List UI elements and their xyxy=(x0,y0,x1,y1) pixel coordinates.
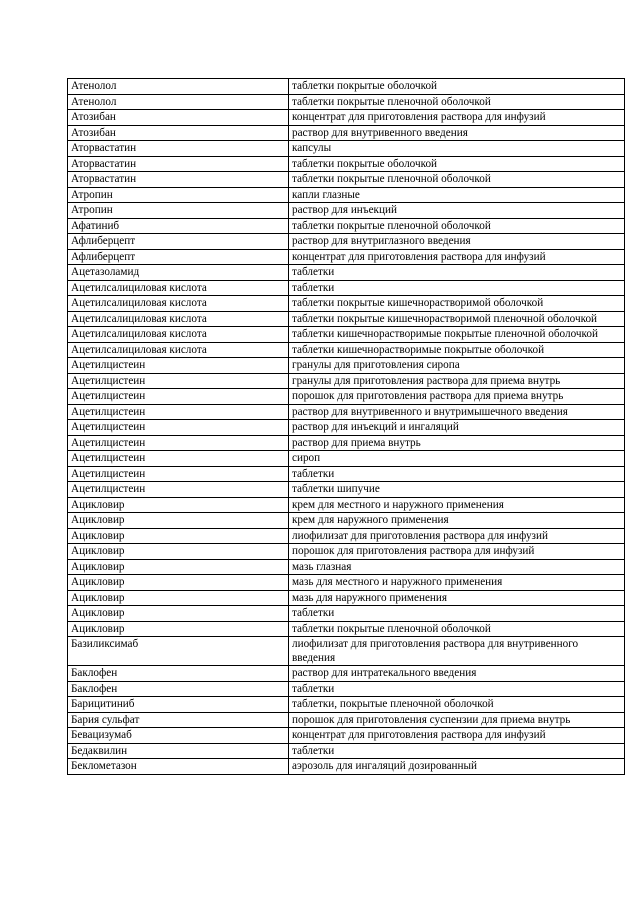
table-row xyxy=(68,404,625,420)
dosage-form-cell: капсулы xyxy=(289,141,625,157)
dosage-form-cell: концентрат для приготовления раствора для инфузий xyxy=(289,728,625,744)
drug-name-cell: Базиликсимаб xyxy=(68,637,289,666)
drug-name-cell: Атропин xyxy=(68,203,289,219)
drug-name-cell: Бевацизумаб xyxy=(68,728,289,744)
dosage-form-cell: раствор для инъекций xyxy=(289,203,625,219)
drug-name-cell: Ацетилсалициловая кислота xyxy=(68,327,289,343)
table-row xyxy=(68,590,625,606)
dosage-form-cell: крем для наружного применения xyxy=(289,513,625,529)
drug-name-cell: Атенолол xyxy=(68,94,289,110)
dosage-form-cell: таблетки покрытые кишечнорастворимой пленочной оболочкой xyxy=(289,311,625,327)
table-row xyxy=(68,203,625,219)
drug-name-cell: Ацетилцистеин xyxy=(68,373,289,389)
table-row xyxy=(68,666,625,682)
drug-name-cell: Атропин xyxy=(68,187,289,203)
drug-name-cell: Атозибан xyxy=(68,110,289,126)
table-row xyxy=(68,743,625,759)
table-row xyxy=(68,528,625,544)
table-row xyxy=(68,94,625,110)
table-row xyxy=(68,451,625,467)
table-row xyxy=(68,466,625,482)
dosage-form-cell: аэрозоль для ингаляций дозированный xyxy=(289,759,625,775)
drug-name-cell: Ацикловир xyxy=(68,575,289,591)
drug-name-cell: Ацикловир xyxy=(68,606,289,622)
drug-name-cell: Ацетазоламид xyxy=(68,265,289,281)
table-row xyxy=(68,544,625,560)
dosage-form-cell: концентрат для приготовления раствора для инфузий xyxy=(289,110,625,126)
table-row xyxy=(68,358,625,374)
drug-name-cell: Бария сульфат xyxy=(68,712,289,728)
table-row xyxy=(68,621,625,637)
drug-name-cell: Барицитиниб xyxy=(68,697,289,713)
drug-name-cell: Афлиберцепт xyxy=(68,234,289,250)
dosage-form-cell: гранулы для приготовления раствора для приема внутрь xyxy=(289,373,625,389)
drug-name-cell: Ацетилцистеин xyxy=(68,451,289,467)
drug-name-cell: Аторвастатин xyxy=(68,156,289,172)
dosage-form-cell: таблетки xyxy=(289,265,625,281)
drug-name-cell: Ацетилсалициловая кислота xyxy=(68,342,289,358)
dosage-form-cell: порошок для приготовления раствора для приема внутрь xyxy=(289,389,625,405)
drug-name-cell: Ацетилсалициловая кислота xyxy=(68,311,289,327)
drug-name-cell: Ацикловир xyxy=(68,513,289,529)
drug-name-cell: Ацетилцистеин xyxy=(68,420,289,436)
table-row xyxy=(68,172,625,188)
dosage-form-cell: таблетки xyxy=(289,681,625,697)
dosage-form-cell: гранулы для приготовления сиропа xyxy=(289,358,625,374)
table-row xyxy=(68,728,625,744)
dosage-form-cell: капли глазные xyxy=(289,187,625,203)
drug-name-cell: Атозибан xyxy=(68,125,289,141)
table-row xyxy=(68,559,625,575)
table-row xyxy=(68,759,625,775)
drug-name-cell: Ацетилцистеин xyxy=(68,389,289,405)
drug-name-cell: Атенолол xyxy=(68,79,289,95)
table-row xyxy=(68,311,625,327)
drug-name-cell: Аторвастатин xyxy=(68,141,289,157)
dosage-form-cell: раствор для внутривенного и внутримышечного введения xyxy=(289,404,625,420)
dosage-form-cell: порошок для приготовления раствора для инфузий xyxy=(289,544,625,560)
drug-name-cell: Афлиберцепт xyxy=(68,249,289,265)
dosage-form-cell: сироп xyxy=(289,451,625,467)
dosage-form-cell: таблетки xyxy=(289,743,625,759)
drug-name-cell: Афатиниб xyxy=(68,218,289,234)
dosage-form-cell: таблетки, покрытые пленочной оболочкой xyxy=(289,697,625,713)
table-row xyxy=(68,513,625,529)
dosage-form-cell: порошок для приготовления суспензии для приема внутрь xyxy=(289,712,625,728)
table-row xyxy=(68,681,625,697)
drug-name-cell: Ацетилцистеин xyxy=(68,466,289,482)
drug-name-cell: Ацетилцистеин xyxy=(68,358,289,374)
dosage-form-cell: таблетки покрытые оболочкой xyxy=(289,79,625,95)
dosage-form-cell: таблетки покрытые пленочной оболочкой xyxy=(289,172,625,188)
dosage-form-cell: таблетки шипучие xyxy=(289,482,625,498)
drug-name-cell: Ацикловир xyxy=(68,497,289,513)
dosage-form-cell: таблетки покрытые пленочной оболочкой xyxy=(289,218,625,234)
table-row xyxy=(68,218,625,234)
table-row xyxy=(68,420,625,436)
drug-name-cell: Аторвастатин xyxy=(68,172,289,188)
table-row xyxy=(68,389,625,405)
table-row xyxy=(68,265,625,281)
dosage-form-cell: таблетки покрытые оболочкой xyxy=(289,156,625,172)
dosage-form-cell: таблетки xyxy=(289,606,625,622)
drug-name-cell: Ацетилсалициловая кислота xyxy=(68,296,289,312)
dosage-form-cell: лиофилизат для приготовления раствора для внутривенного введения xyxy=(289,637,625,666)
dosage-form-cell: раствор для интратекального введения xyxy=(289,666,625,682)
table-row xyxy=(68,712,625,728)
table-row xyxy=(68,435,625,451)
table-row xyxy=(68,296,625,312)
table-row xyxy=(68,234,625,250)
dosage-form-cell: таблетки xyxy=(289,466,625,482)
dosage-form-cell: лиофилизат для приготовления раствора для инфузий xyxy=(289,528,625,544)
dosage-form-cell: таблетки кишечнорастворимые покрытые оболочкой xyxy=(289,342,625,358)
dosage-form-cell: таблетки покрытые пленочной оболочкой xyxy=(289,621,625,637)
drug-name-cell: Ацетилцистеин xyxy=(68,435,289,451)
drug-name-cell: Ацикловир xyxy=(68,528,289,544)
drug-name-cell: Беклометазон xyxy=(68,759,289,775)
table-row xyxy=(68,342,625,358)
table-row xyxy=(68,606,625,622)
dosage-form-cell: таблетки кишечнорастворимые покрытые пленочной оболочкой xyxy=(289,327,625,343)
drug-name-cell: Бедаквилин xyxy=(68,743,289,759)
table-row xyxy=(68,327,625,343)
table-row xyxy=(68,79,625,95)
table-row xyxy=(68,125,625,141)
table-row xyxy=(68,482,625,498)
dosage-form-cell: раствор для внутриглазного введения xyxy=(289,234,625,250)
drug-name-cell: Ацетилсалициловая кислота xyxy=(68,280,289,296)
dosage-form-cell: крем для местного и наружного применения xyxy=(289,497,625,513)
table-row xyxy=(68,187,625,203)
dosage-form-cell: таблетки xyxy=(289,280,625,296)
table-row xyxy=(68,141,625,157)
drug-name-cell: Ацикловир xyxy=(68,621,289,637)
dosage-form-cell: таблетки покрытые пленочной оболочкой xyxy=(289,94,625,110)
table-row xyxy=(68,373,625,389)
dosage-form-cell: раствор для приема внутрь xyxy=(289,435,625,451)
table-row xyxy=(68,697,625,713)
table-row xyxy=(68,280,625,296)
table-row xyxy=(68,497,625,513)
table-row xyxy=(68,110,625,126)
drug-name-cell: Ацетилцистеин xyxy=(68,404,289,420)
dosage-form-cell: концентрат для приготовления раствора для инфузий xyxy=(289,249,625,265)
dosage-form-cell: мазь для местного и наружного применения xyxy=(289,575,625,591)
dosage-form-cell: мазь глазная xyxy=(289,559,625,575)
dosage-form-cell: раствор для инъекций и ингаляций xyxy=(289,420,625,436)
drug-name-cell: Баклофен xyxy=(68,666,289,682)
dosage-form-cell: мазь для наружного применения xyxy=(289,590,625,606)
drug-name-cell: Ацетилцистеин xyxy=(68,482,289,498)
table-row xyxy=(68,575,625,591)
table-row xyxy=(68,637,625,666)
table-body xyxy=(68,79,625,775)
dosage-form-cell: таблетки покрытые кишечнорастворимой оболочкой xyxy=(289,296,625,312)
table-row xyxy=(68,249,625,265)
drug-name-cell: Ацикловир xyxy=(68,559,289,575)
drug-name-cell: Ацикловир xyxy=(68,544,289,560)
drug-forms-table xyxy=(67,78,625,775)
drug-name-cell: Ацикловир xyxy=(68,590,289,606)
drug-name-cell: Баклофен xyxy=(68,681,289,697)
dosage-form-cell: раствор для внутривенного введения xyxy=(289,125,625,141)
table-row xyxy=(68,156,625,172)
